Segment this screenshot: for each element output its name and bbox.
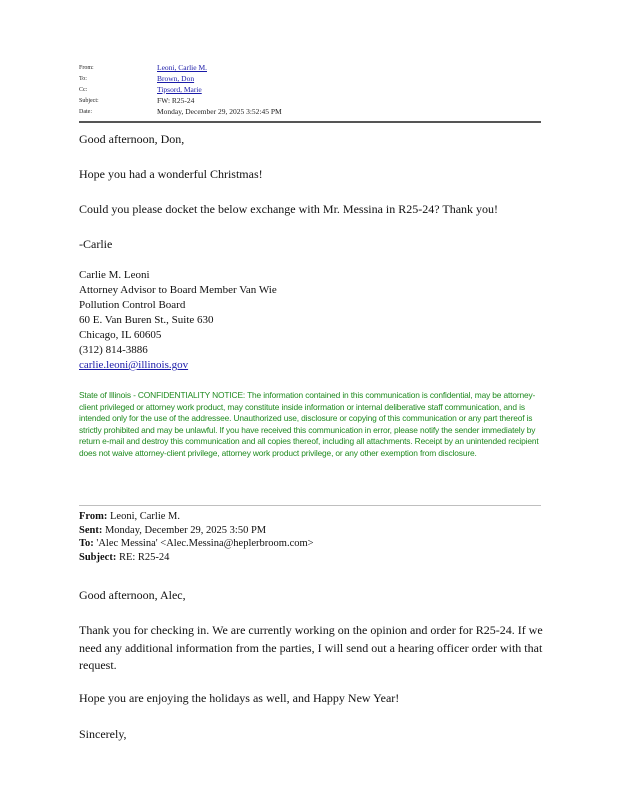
header-divider — [79, 121, 541, 123]
from-label: From: — [79, 64, 94, 71]
signature-title: Attorney Advisor to Board Member Van Wie — [79, 284, 277, 296]
subject-label: Subject: — [79, 97, 99, 104]
signature-block — [79, 268, 277, 373]
subject-value: FW: R25-24 — [157, 96, 195, 105]
header-date-row — [79, 106, 541, 117]
fw-subject-label: Subject: — [79, 551, 117, 563]
to-value-link[interactable]: Brown, Don — [157, 74, 195, 83]
signature-address-2: Chicago, IL 60605 — [79, 329, 162, 341]
confidentiality-notice: State of Illinois - CONFIDENTIALITY NOTICE: The information contained in this communication is confidential, may be attorney-client privileged or attorney work product, may constitute inside information or internal deliberative staff communication, and is intended only for the use of the addressee. Unauthorized use, disclosure or copying of this communication or any part thereof is strictly prohibited and may be unlawful. If you have received this communication in error, please notify the sender immediately by return e-mail and destroy this communication and all copies thereof, including all attachments. Receipt by an unintended recipient does not waive attorney-client privilege, attorney work product privilege, or any other exemption from disclosure. — [79, 390, 539, 458]
fw-subject-value: RE: R25-24 — [118, 551, 170, 563]
date-label: Date: — [79, 108, 92, 115]
fw-sent-value: Monday, December 29, 2025 3:50 PM — [104, 524, 267, 536]
signature-name: Carlie M. Leoni — [79, 269, 150, 281]
signature-email-link[interactable]: carlie.leoni@illinois.gov — [79, 359, 189, 371]
forward-separator — [79, 505, 541, 506]
fw-subject-row — [79, 551, 314, 565]
fw-sent-row — [79, 524, 314, 538]
greeting: Good afternoon, Don, — [79, 132, 185, 146]
header-cc-row — [79, 84, 541, 95]
reply-closing: Sincerely, — [79, 727, 127, 741]
fw-to-row — [79, 537, 314, 551]
fw-sent-label: Sent: — [79, 524, 103, 536]
signature-phone: (312) 814-3886 — [79, 344, 148, 356]
forwarded-header — [79, 510, 314, 564]
fw-from-label: From: — [79, 511, 108, 522]
header-to-row — [79, 73, 541, 84]
cc-label: Cc: — [79, 86, 88, 93]
date-value: Monday, December 29, 2025 3:52:45 PM — [157, 107, 282, 116]
cc-value-link[interactable]: Tipsord, Marie — [157, 85, 202, 94]
from-value-link[interactable]: Leoni, Carlie M. — [157, 63, 207, 72]
header-from-row — [79, 62, 541, 73]
to-label: To: — [79, 75, 87, 82]
signoff: -Carlie — [79, 237, 113, 251]
fw-from-row — [79, 510, 314, 524]
fw-to-value: 'Alec Messina' <Alec.Messina@heplerbroom.com> — [96, 538, 314, 549]
signature-address-1: 60 E. Van Buren St., Suite 630 — [79, 314, 214, 326]
fw-from-value: Leoni, Carlie M. — [110, 511, 180, 522]
signature-org: Pollution Control Board — [79, 299, 186, 311]
docket-request-line: Could you please docket the below exchange with Mr. Messina in R25-24? Thank you! — [79, 202, 499, 216]
reply-paragraph-1: Thank you for checking in. We are currently working on the opinion and order for R25-24. If we need any additional information from the parties, I will send out a hearing officer order with that request. — [79, 623, 543, 672]
christmas-line: Hope you had a wonderful Christmas! — [79, 167, 263, 181]
reply-greeting: Good afternoon, Alec, — [79, 588, 186, 602]
header-subject-row — [79, 95, 541, 106]
reply-paragraph-2: Hope you are enjoying the holidays as well, and Happy New Year! — [79, 691, 400, 705]
fw-to-label: To: — [79, 538, 94, 549]
email-header — [79, 62, 541, 117]
